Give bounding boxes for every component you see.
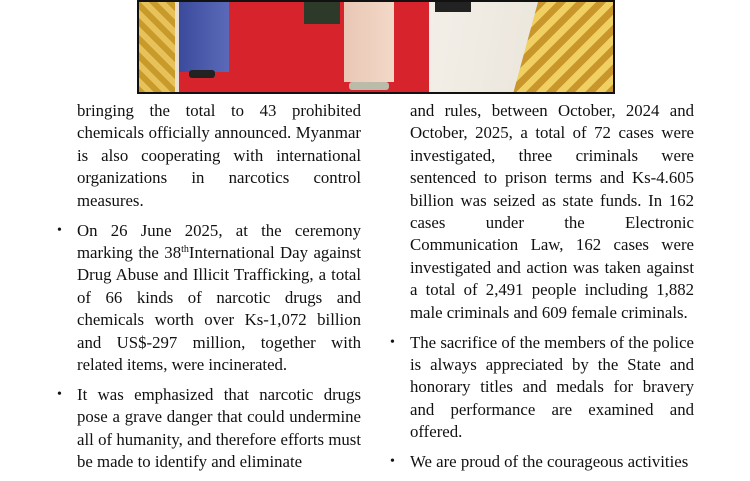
bullet-text-part2: International Day against Drug Abuse and Illicit Trafficking, a total of 66 kinds of narcotic drugs and chemicals worth over Ks-1,072 billion and US$-297 million, together with related items, were incinerated. [77, 242, 361, 374]
ceremony-photo [137, 0, 615, 94]
bullet-text: It was emphasized that narcotic drugs pose a grave danger that could undermine all of humanity, and therefore efforts must be made to identify and eliminate [77, 384, 361, 472]
bullet-text: We are proud of the courageous activities [410, 452, 689, 472]
person-shoe [349, 82, 389, 90]
bullet-mark: • [390, 334, 395, 350]
bullet-mark: • [57, 222, 62, 238]
left-bullet-danger [57, 384, 361, 474]
left-column [57, 100, 361, 481]
person-figure [304, 2, 340, 24]
bullet-text: The sacrifice of the members of the police is always appreciated by the State and honorary titles and medals for bravery and performance are examined and offered. [410, 332, 694, 442]
left-bullet-incineration [57, 220, 361, 377]
right-continuation-text: and rules, between October, 2024 and October, 2025, a total of 72 cases were investigated, three criminals were sentenced to prison terms and Ks-4.605 billion was seized as state funds. In 162 cases under the Electronic Communication Law, 162 cases were investigated and action was taken against a total of 2,491 people including 1,882 male criminals and 609 female criminals. [410, 101, 694, 322]
right-column [390, 100, 694, 481]
right-bullet-police [390, 332, 694, 444]
bullet-mark: • [390, 454, 395, 470]
person-figure [344, 2, 394, 82]
person-figure [435, 2, 471, 12]
bullet-text-part1: On 26 June 2025, at the ceremony marking the 38 [77, 220, 361, 262]
right-bullet-proud [390, 451, 694, 473]
bullet-mark: • [57, 386, 62, 402]
gold-pillar-left [139, 2, 175, 94]
person-figure [179, 2, 229, 72]
ordinal-suffix: th [181, 243, 189, 255]
left-continuation-text: bringing the total to 43 prohibited chemicals officially announced. Myanmar is also cooperating with international organizations in narcotics control measures. [77, 101, 361, 210]
person-shoe [189, 70, 215, 78]
